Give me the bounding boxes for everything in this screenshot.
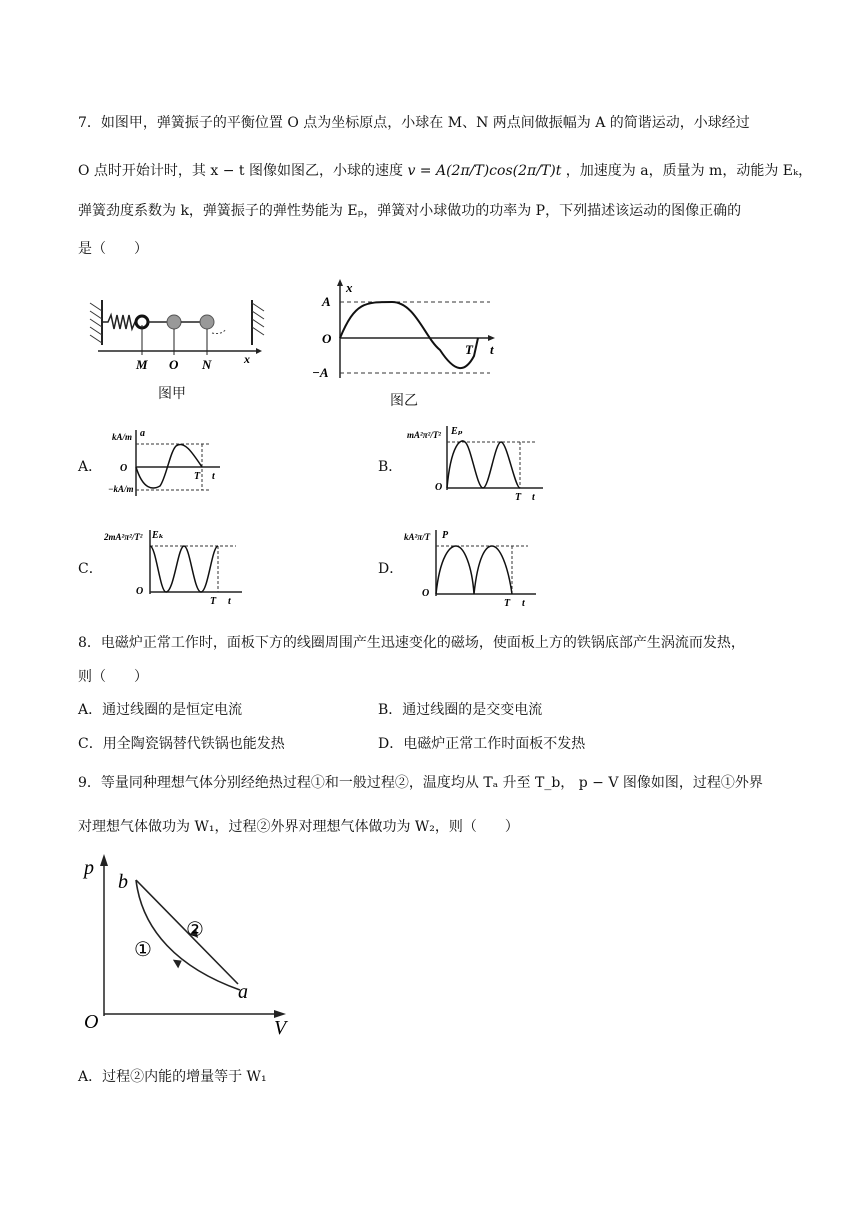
- label-v-axis: V: [274, 1017, 287, 1039]
- figure-jia-caption: 图甲: [158, 386, 186, 402]
- q7-option-d-graph[interactable]: [402, 526, 547, 606]
- label-p-axis: p: [84, 857, 94, 879]
- q7-option-c-label: C．: [78, 561, 103, 577]
- opt-a-origin: O: [120, 463, 128, 474]
- q9-option-a[interactable]: A．过程②内能的增量等于 W₁: [78, 1069, 267, 1085]
- q8-line-1: 8．电磁炉正常工作时，面板下方的线圈周围产生迅速变化的磁场，使面板上方的铁锅底部产生涡流而发热，: [78, 635, 745, 651]
- label-x: x: [244, 352, 250, 366]
- label-origin: O: [84, 1011, 99, 1033]
- label-process-2: ②: [186, 919, 204, 941]
- opt-b-ytop: mA²π²/T²: [407, 430, 442, 440]
- q7-line-4: 是（ ）: [78, 241, 148, 257]
- q9-pv-diagram: [78, 850, 298, 1040]
- figure-yi-caption: 图乙: [390, 393, 418, 409]
- opt-b-origin: O: [435, 482, 443, 493]
- q7-line-2-a: O 点时开始计时，其 x − t 图像如图乙，小球的速度: [78, 163, 403, 179]
- q8-option-a[interactable]: A．通过线圈的是恒定电流: [78, 702, 243, 718]
- q7-option-c-graph[interactable]: [104, 526, 249, 604]
- opt-d-t: t: [522, 598, 525, 606]
- q8-line-2: 则（ ）: [78, 669, 148, 685]
- opt-c-t: t: [228, 596, 231, 604]
- yi-label-x: x: [346, 280, 353, 295]
- label-n: N: [202, 357, 212, 372]
- q7-option-b-label: B．: [378, 459, 403, 475]
- opt-d-period: T: [504, 598, 511, 606]
- q7-line-1: 7．如图甲，弹簧振子的平衡位置 O 点为坐标原点，小球在 M、N 两点间做振幅为 A 的简谐运动，小球经过: [78, 115, 750, 131]
- opt-a-period: T: [194, 471, 201, 482]
- opt-c-period: T: [210, 596, 217, 604]
- opt-c-origin: O: [136, 586, 144, 597]
- q7-option-b-graph[interactable]: [405, 424, 550, 502]
- label-point-b: b: [118, 871, 128, 893]
- label-o: O: [169, 357, 179, 372]
- q7-line-3: 弹簧劲度系数为 k，弹簧振子的弹性势能为 Eₚ，弹簧对小球做功的功率为 P，下列描述该运动的图像正确的: [78, 203, 742, 219]
- opt-d-ytop: kA²π/T: [404, 532, 431, 542]
- q7-option-a-label: A．: [78, 459, 103, 475]
- q7-line-2: [78, 160, 812, 180]
- opt-d-yvar: P: [442, 530, 449, 541]
- opt-a-ybottom: −kA/m: [108, 484, 134, 494]
- opt-b-period: T: [515, 492, 522, 502]
- opt-a-ytop: kA/m: [112, 432, 133, 442]
- opt-c-ytop: 2mA²π²/T²: [104, 532, 143, 542]
- opt-d-origin: O: [422, 588, 430, 599]
- q8-option-b[interactable]: B．通过线圈的是交变电流: [378, 702, 543, 718]
- label-m: M: [136, 357, 148, 372]
- q7-option-d-label: D．: [378, 561, 404, 577]
- opt-b-t: t: [532, 492, 535, 502]
- q9-line-1: 9．等量同种理想气体分别经绝热过程①和一般过程②，温度均从 Tₐ 升至 T_b， p − V 图像如图，过程①外界: [78, 775, 763, 791]
- yi-label-o: O: [322, 331, 332, 346]
- q9-line-2: 对理想气体做功为 W₁，过程②外界对理想气体做功为 W₂，则（ ）: [78, 819, 519, 835]
- velocity-formula: v = A(2π/T)cos(2π/T)t: [407, 163, 562, 179]
- opt-b-yvar: Eₚ: [451, 426, 463, 437]
- opt-a-t: t: [212, 471, 215, 482]
- label-process-1: ①: [134, 939, 152, 961]
- yi-label-a: A: [322, 294, 331, 309]
- q8-option-d[interactable]: D．电磁炉正常工作时面板不发热: [378, 736, 586, 752]
- q7-option-a-graph[interactable]: [108, 426, 228, 500]
- q8-option-c[interactable]: C．用全陶瓷锅替代铁锅也能发热: [78, 736, 285, 752]
- figure-jia-spring-oscillator: [80, 295, 270, 380]
- yi-label-t-period: T: [465, 342, 473, 357]
- opt-c-yvar: Eₖ: [152, 530, 164, 541]
- label-point-a: a: [238, 981, 248, 1003]
- q7-line-2-b: ，加速度为 a，质量为 m，动能为 Eₖ，: [565, 163, 813, 179]
- opt-a-yvar: a: [140, 428, 145, 439]
- figure-yi-xt-graph: [310, 278, 510, 386]
- yi-label-neg-a: −A: [312, 365, 329, 380]
- yi-label-t: t: [490, 342, 494, 357]
